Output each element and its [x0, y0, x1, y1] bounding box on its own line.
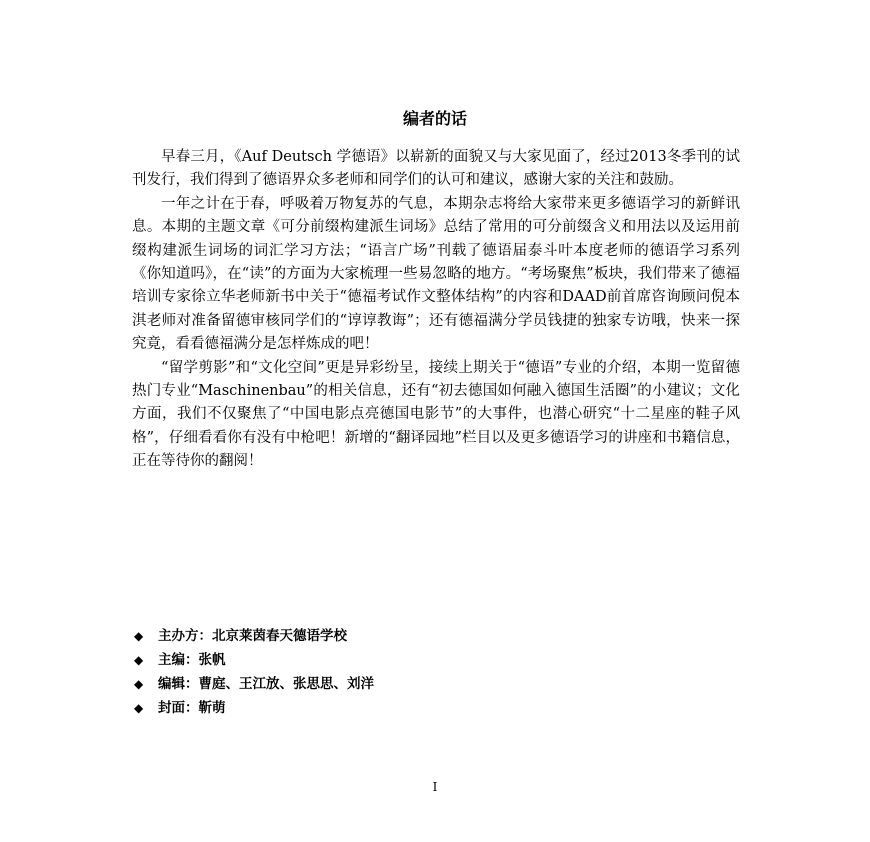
page-number: I: [432, 780, 438, 794]
credit-text: 编辑：曹庭、王江放、张思思、刘洋: [158, 676, 374, 692]
credits-list: [134, 624, 374, 720]
credit-editors: [134, 672, 374, 696]
credit-text: 主办方：北京莱茵春天德语学校: [158, 628, 347, 644]
credit-cover: [134, 696, 374, 720]
editor-letter-body: [132, 146, 740, 474]
paragraph-1: 早春三月，《Auf Deutsch 学德语》以崭新的面貌又与大家见面了，经过2013冬季刊的试刊发行，我们得到了德语界众多老师和同学们的认可和建议，感谢大家的关注和鼓励。: [132, 149, 740, 189]
page-title: 编者的话: [402, 109, 467, 128]
credit-chief-editor: [134, 648, 374, 672]
paragraph-2: 一年之计在于春，呼吸着万物复苏的气息，本期杂志将给大家带来更多德语学习的新鲜讯息。本期的主题文章《可分前缀构建派生词场》总结了常用的可分前缀含义和用法以及运用前缀构建派生词场的词汇学习方法；“语言广场”刊载了德语届泰斗叶本度老师的德语学习系列《你知道吗》，在“读”的方面为大家梳理一些易忽略的地方。“考场聚焦”板块，我们带来了德福培训专家徐立华老师新书中关于“德福考试作文整体结构”的内容和DAAD前首席咨询顾问倪本淇老师对准备留德审核同学们的“谆谆教诲”；还有德福满分学员钱捷的独家专访哦，快来一探究竟，看看德福满分是怎样炼成的吧！: [132, 195, 740, 353]
credit-text: 主编：张帆: [158, 652, 226, 668]
diamond-bullet-icon: ◆: [134, 629, 144, 643]
diamond-bullet-icon: ◆: [134, 701, 144, 715]
paragraph-3: “留学剪影”和“文化空间”更是异彩纷呈，接续上期关于“德语”专业的介绍，本期一览留德热门专业“Maschinenbau”的相关信息，还有“初去德国如何融入德国生活圈”的小建议；文化方面，我们不仅聚焦了“中国电影点亮德国电影节”的大事件，也潜心研究“十二星座的鞋子风格”，仔细看看你有没有中枪吧！新增的“翻译园地”栏目以及更多德语学习的讲座和书籍信息，正在等待你的翻阅！: [132, 359, 740, 470]
diamond-bullet-icon: ◆: [134, 653, 144, 667]
credit-text: 封面：靳萌: [158, 700, 226, 716]
diamond-bullet-icon: ◆: [134, 677, 144, 691]
credit-organizer: [134, 624, 374, 648]
